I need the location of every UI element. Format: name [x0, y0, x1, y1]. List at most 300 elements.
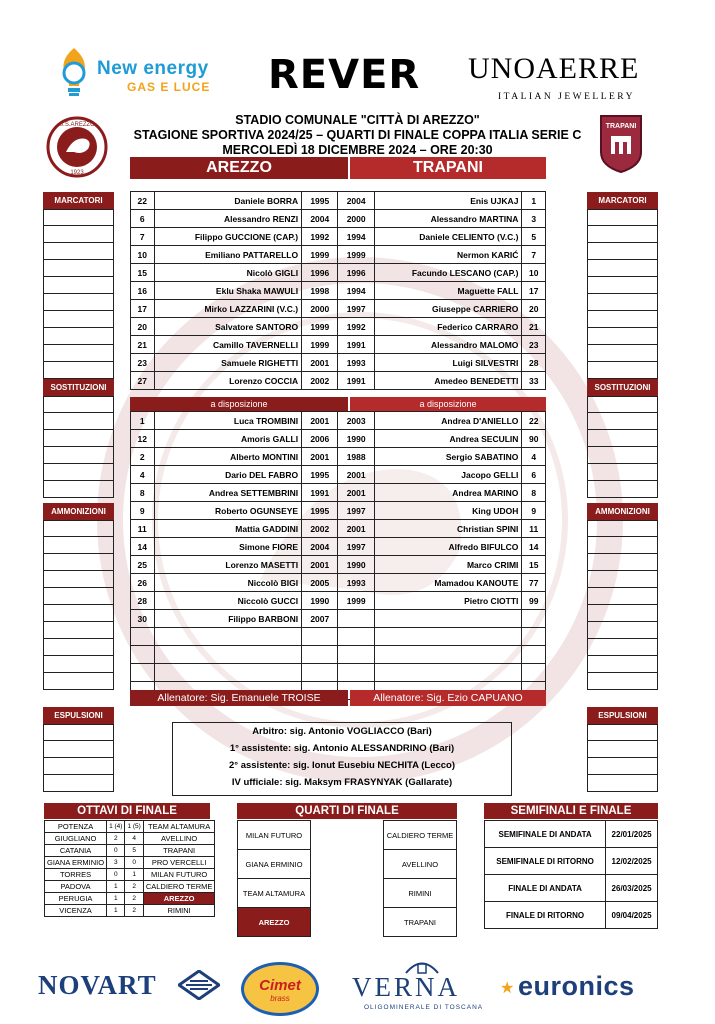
away-player-name: Facundo LESCANO (CAP.) [374, 264, 522, 282]
home-player-number: 2 [131, 448, 155, 466]
away-player-number: 11 [522, 520, 546, 538]
away-player-year: 1999 [338, 592, 374, 610]
ottavi-away-score: 4 [125, 833, 143, 845]
home-player-number: 11 [131, 520, 155, 538]
semifinali-row [485, 848, 658, 875]
away-player-number: 6 [522, 466, 546, 484]
player-row [131, 246, 546, 264]
away-player-number [522, 628, 546, 646]
ottavi-row [45, 905, 215, 917]
bench-table [130, 411, 546, 700]
player-row [131, 592, 546, 610]
away-player-name: Nermon KARIĆ [374, 246, 522, 264]
semifinali-label: SEMIFINALE DI ANDATA [485, 821, 606, 848]
home-player-name: Niccolò GUCCI [154, 592, 302, 610]
home-player-year: 2001 [302, 556, 338, 574]
away-player-number: 77 [522, 574, 546, 592]
home-player-number: 6 [131, 210, 155, 228]
player-row [131, 628, 546, 646]
player-row [131, 354, 546, 372]
away-player-year: 1997 [338, 502, 374, 520]
home-player-number: 28 [131, 592, 155, 610]
home-player-year: 2001 [302, 354, 338, 372]
away-player-year: 1994 [338, 282, 374, 300]
away-player-name: Mamadou KANOUTE [374, 574, 522, 592]
away-player-name: Sergio SABATINO [374, 448, 522, 466]
ottavi-away-score: 2 [125, 893, 143, 905]
ottavi-away-team: CALDIERO TERME [143, 881, 215, 893]
home-player-name: Lorenzo COCCIA [154, 372, 302, 390]
away-player-number: 28 [522, 354, 546, 372]
home-marcatori-box [43, 192, 114, 379]
away-player-number [522, 646, 546, 664]
ottavi-title: OTTAVI DI FINALE [44, 803, 210, 819]
ottavi-row [45, 821, 215, 833]
ottavi-away-score: 1 (5) [125, 821, 143, 833]
quarti-away-team: RIMINI [384, 879, 457, 908]
stadium-title: STADIO COMUNALE "CITTÀ DI AREZZO" [235, 113, 480, 127]
away-player-number: 10 [522, 264, 546, 282]
semifinali-date: 09/04/2025 [606, 902, 658, 929]
ottavi-row [45, 881, 215, 893]
home-player-year: 2002 [302, 520, 338, 538]
home-coach: Allenatore: Sig. Emanuele TROISE [130, 690, 348, 706]
away-player-name [374, 610, 522, 628]
away-player-name: Luigi SILVESTRI [374, 354, 522, 372]
home-player-number: 23 [131, 354, 155, 372]
quarti-spacer [311, 850, 384, 879]
referee: Arbitro: sig. Antonio VOGLIACCO (Bari) [252, 726, 432, 737]
away-player-year: 1992 [338, 318, 374, 336]
away-player-name: Christian SPINI [374, 520, 522, 538]
ottavi-away-team: TEAM ALTAMURA [143, 821, 215, 833]
home-player-number [131, 664, 155, 682]
player-row [131, 228, 546, 246]
home-player-name: Mattia GADDINI [154, 520, 302, 538]
home-player-year: 1992 [302, 228, 338, 246]
gas-luce-text: GAS E LUCE [127, 80, 211, 94]
home-player-name: Nicolò GIGLI [154, 264, 302, 282]
away-player-number: 90 [522, 430, 546, 448]
home-player-number: 27 [131, 372, 155, 390]
home-player-year: 1995 [302, 466, 338, 484]
quarti-row [238, 879, 457, 908]
quarti-row [238, 850, 457, 879]
quarti-title: QUARTI DI FINALE [237, 803, 457, 819]
home-player-year: 2007 [302, 610, 338, 628]
home-player-year: 2005 [302, 574, 338, 592]
semifinali-date: 12/02/2025 [606, 848, 658, 875]
player-row [131, 412, 546, 430]
away-player-number: 1 [522, 192, 546, 210]
ottavi-row [45, 869, 215, 881]
quarti-row [238, 821, 457, 850]
home-player-name: Simone FIORE [154, 538, 302, 556]
home-player-year [302, 628, 338, 646]
home-player-number: 9 [131, 502, 155, 520]
away-player-number: 17 [522, 282, 546, 300]
away-player-name: Giuseppe CARRIERO [374, 300, 522, 318]
home-player-year: 1996 [302, 264, 338, 282]
away-marcatori-box [587, 192, 658, 379]
player-row [131, 574, 546, 592]
home-player-name: Alessandro RENZI [154, 210, 302, 228]
home-player-name [154, 664, 302, 682]
away-player-year [338, 610, 374, 628]
verna-arch-icon [404, 958, 440, 974]
home-dispo-label: a disposizione [130, 397, 348, 411]
player-row [131, 192, 546, 210]
away-ammonizioni-label: AMMONIZIONI [587, 503, 658, 520]
ottavi-home-score: 0 [107, 869, 125, 881]
quarti-spacer [311, 821, 384, 850]
away-player-year: 1990 [338, 556, 374, 574]
away-player-year: 1994 [338, 228, 374, 246]
away-player-year [338, 646, 374, 664]
away-player-name: Jacopo GELLI [374, 466, 522, 484]
away-player-name [374, 664, 522, 682]
ottavi-away-team: MILAN FUTURO [143, 869, 215, 881]
home-player-name: Filippo GUCCIONE (CAP.) [154, 228, 302, 246]
ottavi-away-score: 1 [125, 869, 143, 881]
quarti-home-team: AREZZO [238, 908, 311, 937]
ottavi-away-team: TRAPANI [143, 845, 215, 857]
cimet-logo [241, 962, 319, 1016]
player-row [131, 520, 546, 538]
home-player-year: 1990 [302, 592, 338, 610]
verna-sub: OLIGOMINERALE DI TOSCANA [364, 1004, 484, 1011]
player-row [131, 646, 546, 664]
ottavi-home-score: 1 [107, 881, 125, 893]
ottavi-row [45, 857, 215, 869]
home-player-year: 1991 [302, 484, 338, 502]
player-row [131, 318, 546, 336]
arezzo-crest-text: S.S.AREZZO [59, 122, 95, 128]
player-row [131, 484, 546, 502]
semifinali-table [484, 820, 658, 929]
player-row [131, 538, 546, 556]
home-player-name: Camillo TAVERNELLI [154, 336, 302, 354]
semifinali-row [485, 821, 658, 848]
ottavi-home-team: GIANA ERMINIO [45, 857, 107, 869]
away-player-name: King UDOH [374, 502, 522, 520]
player-row [131, 502, 546, 520]
away-player-number: 21 [522, 318, 546, 336]
away-player-number: 14 [522, 538, 546, 556]
cimet-text: Cimet [259, 977, 301, 994]
away-player-year: 1993 [338, 354, 374, 372]
semifinali-label: SEMIFINALE DI RITORNO [485, 848, 606, 875]
home-player-name: Emiliano PATTARELLO [154, 246, 302, 264]
quarti-away-team: AVELLINO [384, 850, 457, 879]
quarti-spacer [311, 908, 384, 937]
away-player-number: 23 [522, 336, 546, 354]
away-player-name: Alessandro MALOMO [374, 336, 522, 354]
away-player-name: Marco CRIMI [374, 556, 522, 574]
home-player-year: 2001 [302, 448, 338, 466]
away-player-name: Alfredo BIFULCO [374, 538, 522, 556]
semifinali-title: SEMIFINALI E FINALE [484, 803, 658, 819]
away-player-year: 1997 [338, 538, 374, 556]
away-player-year: 1999 [338, 246, 374, 264]
away-player-number: 99 [522, 592, 546, 610]
home-player-year: 1999 [302, 318, 338, 336]
ottavi-table [44, 820, 215, 917]
away-player-name: Maguette FALL [374, 282, 522, 300]
away-player-year [338, 664, 374, 682]
home-player-number: 1 [131, 412, 155, 430]
away-player-name: Enis UJKAJ [374, 192, 522, 210]
away-player-year: 1988 [338, 448, 374, 466]
away-player-number: 4 [522, 448, 546, 466]
home-team-bar: AREZZO [130, 157, 348, 179]
away-coach: Allenatore: Sig. Ezio CAPUANO [350, 690, 546, 706]
home-espulsioni-label: ESPULSIONI [43, 707, 114, 724]
trapani-crest-text: TRAPANI [605, 123, 637, 130]
player-row [131, 610, 546, 628]
player-row [131, 210, 546, 228]
away-player-number: 7 [522, 246, 546, 264]
home-player-number: 8 [131, 484, 155, 502]
ottavi-away-score: 2 [125, 881, 143, 893]
away-player-name: Daniele CELIENTO (V.C.) [374, 228, 522, 246]
starters-table [130, 191, 546, 390]
semifinali-row [485, 875, 658, 902]
home-player-name: Luca TROMBINI [154, 412, 302, 430]
home-player-year [302, 664, 338, 682]
away-player-name: Pietro CIOTTI [374, 592, 522, 610]
euronics-logo: euronics [518, 971, 635, 1001]
home-player-year: 1999 [302, 246, 338, 264]
player-row [131, 264, 546, 282]
home-player-name: Alberto MONTINI [154, 448, 302, 466]
player-row [131, 300, 546, 318]
ottavi-row [45, 893, 215, 905]
away-player-year: 1997 [338, 300, 374, 318]
player-row [131, 430, 546, 448]
quarti-spacer [311, 879, 384, 908]
away-player-number: 9 [522, 502, 546, 520]
officials-box [172, 722, 512, 796]
away-team-bar: TRAPANI [350, 157, 546, 179]
novart-diamond-icon [178, 970, 220, 1000]
away-sostituzioni-label: SOSTITUZIONI [587, 379, 658, 396]
home-player-number: 10 [131, 246, 155, 264]
home-player-name: Andrea SETTEMBRINI [154, 484, 302, 502]
player-row [131, 664, 546, 682]
home-player-year: 1999 [302, 336, 338, 354]
home-player-name: Mirko LAZZARINI (V.C.) [154, 300, 302, 318]
quarti-home-team: MILAN FUTURO [238, 821, 311, 850]
away-player-name: Federico CARRARO [374, 318, 522, 336]
rever-logo: REVER [268, 52, 421, 98]
quarti-away-team: TRAPANI [384, 908, 457, 937]
away-player-year: 2004 [338, 192, 374, 210]
home-player-name: Filippo BARBONI [154, 610, 302, 628]
away-sostituzioni-box [587, 379, 658, 498]
ottavi-home-team: GIUGLIANO [45, 833, 107, 845]
away-espulsioni-label: ESPULSIONI [587, 707, 658, 724]
home-player-number: 7 [131, 228, 155, 246]
away-player-year: 2001 [338, 520, 374, 538]
home-player-number: 17 [131, 300, 155, 318]
away-player-year: 2000 [338, 210, 374, 228]
home-sostituzioni-box [43, 379, 114, 498]
home-player-year [302, 646, 338, 664]
quarti-away-team: CALDIERO TERME [384, 821, 457, 850]
semifinali-label: FINALE DI RITORNO [485, 902, 606, 929]
away-player-year: 2001 [338, 484, 374, 502]
ottavi-home-team: CATANIA [45, 845, 107, 857]
home-player-name: Eklu Shaka MAWULI [154, 282, 302, 300]
home-player-name: Dario DEL FABRO [154, 466, 302, 484]
assistant-2: 2° assistente: sig. Ionut Eusebiu NECHITA (Lecco) [228, 760, 456, 771]
home-player-name [154, 646, 302, 664]
home-player-year: 2001 [302, 412, 338, 430]
home-player-year: 2004 [302, 538, 338, 556]
away-ammonizioni-box [587, 503, 658, 690]
unoaerre-subtitle: ITALIAN JEWELLERY [498, 92, 635, 102]
player-row [131, 372, 546, 390]
home-player-name: Niccolò BIGI [154, 574, 302, 592]
verna-logo: VERNA [352, 972, 460, 1002]
bulb-icon [55, 46, 93, 98]
ottavi-away-score: 5 [125, 845, 143, 857]
quarti-home-team: GIANA ERMINIO [238, 850, 311, 879]
player-row [131, 282, 546, 300]
home-player-year: 2004 [302, 210, 338, 228]
home-player-number: 25 [131, 556, 155, 574]
euronics-star-icon: ★ [500, 980, 515, 997]
home-ammonizioni-box [43, 503, 114, 690]
ottavi-away-team: RIMINI [143, 905, 215, 917]
away-player-year: 1991 [338, 372, 374, 390]
away-player-year: 1991 [338, 336, 374, 354]
home-marcatori-label: MARCATORI [43, 192, 114, 209]
home-player-number [131, 628, 155, 646]
semifinali-row [485, 902, 658, 929]
ottavi-away-team: AVELLINO [143, 833, 215, 845]
away-dispo-label: a disposizione [350, 397, 546, 411]
home-player-number: 20 [131, 318, 155, 336]
away-player-number: 33 [522, 372, 546, 390]
ottavi-home-score: 1 (4) [107, 821, 125, 833]
away-espulsioni-box [587, 707, 658, 792]
ottavi-away-score: 2 [125, 905, 143, 917]
home-player-number: 26 [131, 574, 155, 592]
home-player-number: 21 [131, 336, 155, 354]
away-player-name: Alessandro MARTINA [374, 210, 522, 228]
home-espulsioni-box [43, 707, 114, 792]
away-player-number: 22 [522, 412, 546, 430]
home-ammonizioni-label: AMMONIZIONI [43, 503, 114, 520]
away-player-year [338, 628, 374, 646]
away-player-number [522, 664, 546, 682]
home-player-year: 2006 [302, 430, 338, 448]
player-row [131, 336, 546, 354]
arezzo-crest-year: 1923 [70, 170, 84, 176]
quarti-table [237, 820, 457, 937]
ottavi-home-team: PERUGIA [45, 893, 107, 905]
match-date: MERCOLEDÌ 18 DICEMBRE 2024 – ORE 20:30 [222, 143, 493, 157]
ottavi-home-score: 2 [107, 833, 125, 845]
away-player-number [522, 610, 546, 628]
home-player-name: Daniele BORRA [154, 192, 302, 210]
home-player-name: Roberto OGUNSEYE [154, 502, 302, 520]
away-player-number: 5 [522, 228, 546, 246]
away-player-name [374, 628, 522, 646]
quarti-home-team: TEAM ALTAMURA [238, 879, 311, 908]
semifinali-label: FINALE DI ANDATA [485, 875, 606, 902]
new-energy-logo [55, 42, 240, 102]
away-player-name [374, 646, 522, 664]
ottavi-home-team: VICENZA [45, 905, 107, 917]
ottavi-home-score: 3 [107, 857, 125, 869]
ottavi-away-score: 0 [125, 857, 143, 869]
ottavi-home-team: TORRES [45, 869, 107, 881]
ottavi-row [45, 833, 215, 845]
player-row [131, 466, 546, 484]
home-player-year: 1998 [302, 282, 338, 300]
away-player-name: Amedeo BENEDETTI [374, 372, 522, 390]
away-player-year: 2001 [338, 466, 374, 484]
semifinali-date: 22/01/2025 [606, 821, 658, 848]
away-player-year: 2003 [338, 412, 374, 430]
away-player-name: Andrea D'ANIELLO [374, 412, 522, 430]
home-player-year: 2000 [302, 300, 338, 318]
away-player-number: 3 [522, 210, 546, 228]
ottavi-home-team: POTENZA [45, 821, 107, 833]
home-player-name [154, 628, 302, 646]
away-player-year: 1996 [338, 264, 374, 282]
home-player-number: 15 [131, 264, 155, 282]
quarti-row [238, 908, 457, 937]
player-row [131, 448, 546, 466]
home-player-name: Lorenzo MASETTI [154, 556, 302, 574]
home-player-number: 30 [131, 610, 155, 628]
home-player-number: 16 [131, 282, 155, 300]
ottavi-home-score: 1 [107, 893, 125, 905]
semifinali-date: 26/03/2025 [606, 875, 658, 902]
home-player-number [131, 646, 155, 664]
ottavi-home-score: 1 [107, 905, 125, 917]
home-player-year: 2002 [302, 372, 338, 390]
away-player-name: Andrea SECULIN [374, 430, 522, 448]
fourth-official: IV ufficiale: sig. Maksym FRASYNYAK (Gallarate) [231, 777, 453, 788]
unoaerre-logo: UNOAERRE [468, 52, 640, 85]
season-title: STAGIONE SPORTIVA 2024/25 – QUARTI DI FINALE COPPA ITALIA SERIE C [133, 128, 582, 142]
home-player-name: Samuele RIGHETTI [154, 354, 302, 372]
home-player-number: 4 [131, 466, 155, 484]
player-row [131, 556, 546, 574]
away-player-year: 1993 [338, 574, 374, 592]
assistant-1: 1° assistente: sig. Antonio ALESSANDRINO (Bari) [229, 743, 455, 754]
home-player-name: Salvatore SANTORO [154, 318, 302, 336]
home-player-number: 14 [131, 538, 155, 556]
away-player-year: 1990 [338, 430, 374, 448]
away-player-name: Andrea MARINO [374, 484, 522, 502]
ottavi-away-team: PRO VERCELLI [143, 857, 215, 869]
home-player-name: Amoris GALLI [154, 430, 302, 448]
ottavi-away-team: AREZZO [143, 893, 215, 905]
away-player-number: 15 [522, 556, 546, 574]
cimet-sub: brass [270, 994, 290, 1003]
home-player-year: 1995 [302, 192, 338, 210]
ottavi-home-team: PADOVA [45, 881, 107, 893]
away-player-number: 8 [522, 484, 546, 502]
away-marcatori-label: MARCATORI [587, 192, 658, 209]
novart-logo: NOVART [38, 970, 157, 1000]
